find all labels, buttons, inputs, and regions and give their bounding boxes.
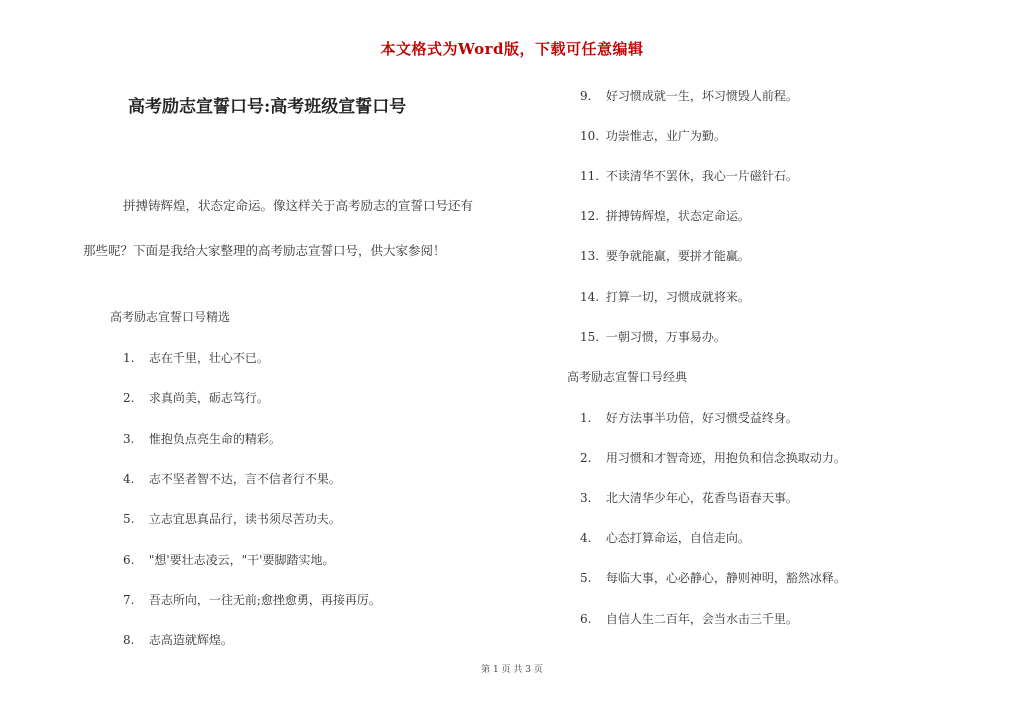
list-item: 6. "想'要壮志凌云，"干'要脚踏实地。 [123, 553, 335, 567]
list-item: 8. 志高造就辉煌。 [123, 633, 233, 647]
list-item: 9. 好习惯成就一生，坏习惯毁人前程。 [580, 89, 798, 103]
list-item: 1. 志在千里，壮心不已。 [123, 351, 269, 365]
list-item: 2. 求真尚美，砺志笃行。 [123, 391, 269, 405]
list-item: 13. 要争就能赢，要拼才能赢。 [580, 249, 750, 263]
list-item: 2. 用习惯和才智奇迹，用抱负和信念换取动力。 [580, 451, 846, 465]
list-item: 14. 打算一切，习惯成就将来。 [580, 290, 750, 304]
page-footer: 第 1 页 共 3 页 [481, 665, 543, 675]
list-item: 5. 立志宜思真品行，读书须尽苦功夫。 [123, 512, 341, 526]
list-item: 1. 好方法事半功倍，好习惯受益终身。 [580, 411, 798, 425]
list-item: 10. 功崇惟志，业广为勤。 [580, 129, 726, 143]
edit-notice-banner: 本文格式为Word版，下载可任意编辑 [380, 40, 644, 58]
document-title: 高考励志宣誓口号:高考班级宣誓口号 [128, 97, 407, 117]
list-item: 3. 北大清华少年心，花香鸟语春天事。 [580, 491, 798, 505]
list-item: 4. 心态打算命运，自信走向。 [580, 531, 750, 545]
intro-line-1: 拼搏铸辉煌，状态定命运。像这样关于高考励志的宣誓口号还有 [123, 198, 474, 213]
list-item: 15. 一朝习惯，万事易办。 [580, 330, 726, 344]
section-heading-selected: 高考励志宣誓口号精选 [110, 310, 231, 324]
list-item: 3. 惟抱负点亮生命的精彩。 [123, 432, 281, 446]
intro-line-2: 那些呢？下面是我给大家整理的高考励志宣誓口号，供大家参阅！ [83, 243, 446, 258]
list-item: 4. 志不坚者智不达，言不信者行不果。 [123, 472, 341, 486]
list-item: 11. 不读清华不罢休，我心一片磁针石。 [580, 169, 798, 183]
list-item: 5. 每临大事，心必静心，静则神明，豁然冰释。 [580, 571, 846, 585]
list-item: 6. 自信人生二百年，会当水击三千里。 [580, 612, 798, 626]
list-item: 7. 吾志所向，一往无前;愈挫愈勇，再接再厉。 [123, 593, 381, 607]
section-heading-classic: 高考励志宣誓口号经典 [567, 370, 688, 384]
intro-paragraph [83, 183, 523, 273]
list-item: 12. 拼搏铸辉煌，状态定命运。 [580, 209, 750, 223]
